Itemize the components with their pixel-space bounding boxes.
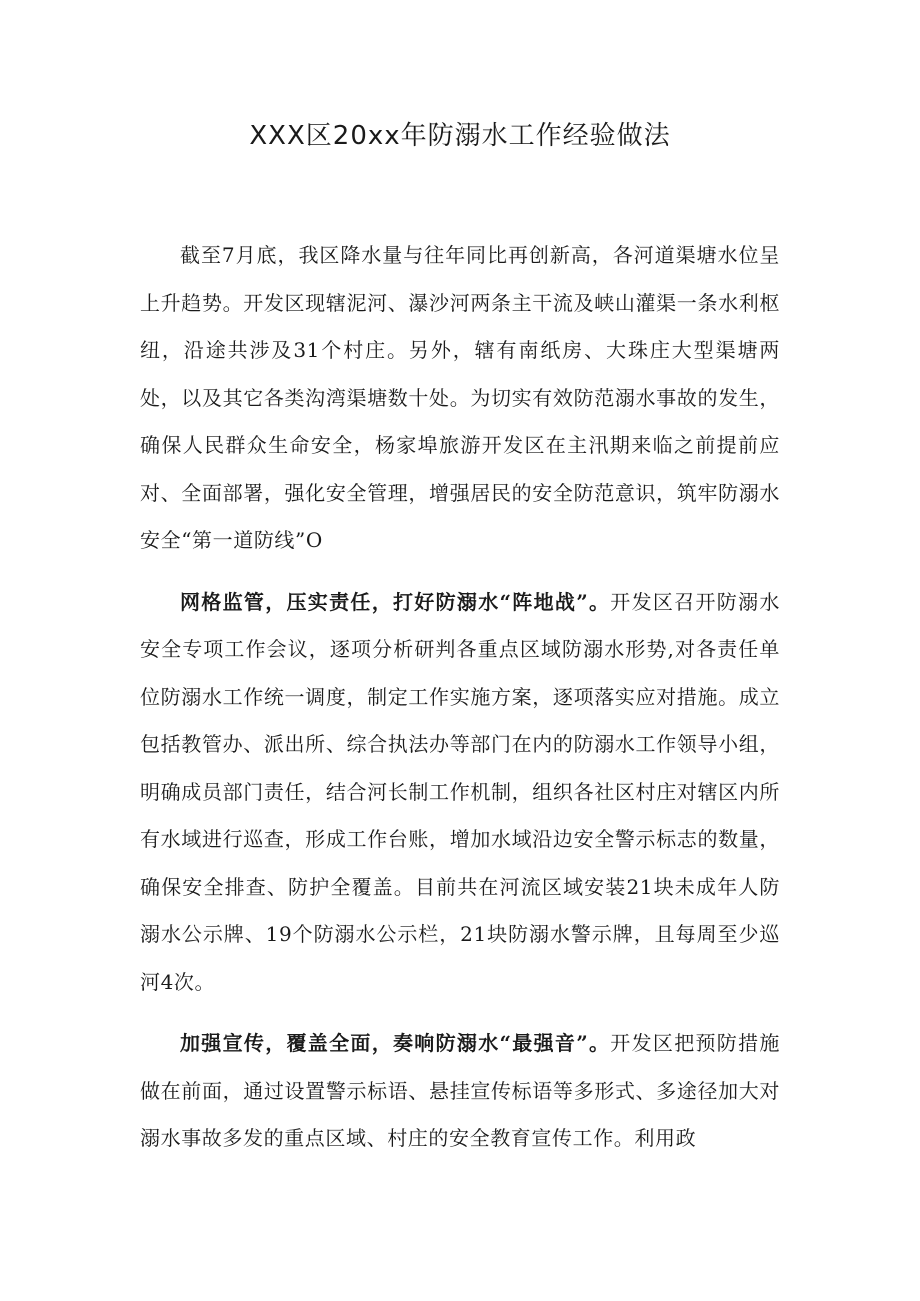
paragraph-grid-supervision-text: 开发区召开防溺水安全专项工作会议，逐项分析研判各重点区域防溺水形势,对各责任单位防溺水工作统一调度，制定工作实施方案，逐项落实应对措施。成立包括教管办、派出所、综合执法办等部门在内的防溺水工作领导小组，明确成员部门责任，结合河长制工作机制，组织各社区村庄对辖区内所有水域进行巡查，形成工作台账，增加水域沿边安全警示标志的数量，确保安全排查、防护全覆盖。目前共在河流区域安装21块未成年人防溺水公示牌、19个防溺水公示栏，21块防溺水警示牌，且每周至少巡河4次。 [140,589,780,994]
document-title: XXX区20xx年防溺水工作经验做法 [249,121,671,151]
paragraph-publicity-text: 开发区把预防措施做在前面，通过设置警示标语、悬挂宣传标语等多形式、多途径加大对溺水事故多发的重点区域、村庄的安全教育宣传工作。利用政 [140,1031,780,1150]
paragraph-grid-supervision [140,579,780,1007]
paragraph-publicity-heading: 加强宣传，覆盖全面，奏响防溺水“最强音”。 [180,1031,611,1055]
paragraph-intro-text: 截至7月底，我区降水量与往年同比再创新高，各河道渠塘水位呈上升趋势。开发区现辖泥河、瀑沙河两条主干流及峡山灌渠一条水利枢纽，沿途共涉及31个村庄。另外，辖有南纸房、大珠庄大型渠塘两处，以及其它各类沟湾渠塘数十处。为切实有效防范溺水事故的发生，确保人民群众生命安全，杨家埠旅游开发区在主汛期来临之前提前应对、全面部署，强化安全管理，增强居民的安全防范意识，筑牢防溺水安全“第一道防线”O [140,243,780,552]
paragraph-grid-supervision-heading: 网格监管，压实责任，打好防溺水“阵地战”。 [180,589,611,614]
document-body [140,232,780,1177]
paragraph-publicity [140,1020,780,1163]
paragraph-intro [140,232,780,565]
